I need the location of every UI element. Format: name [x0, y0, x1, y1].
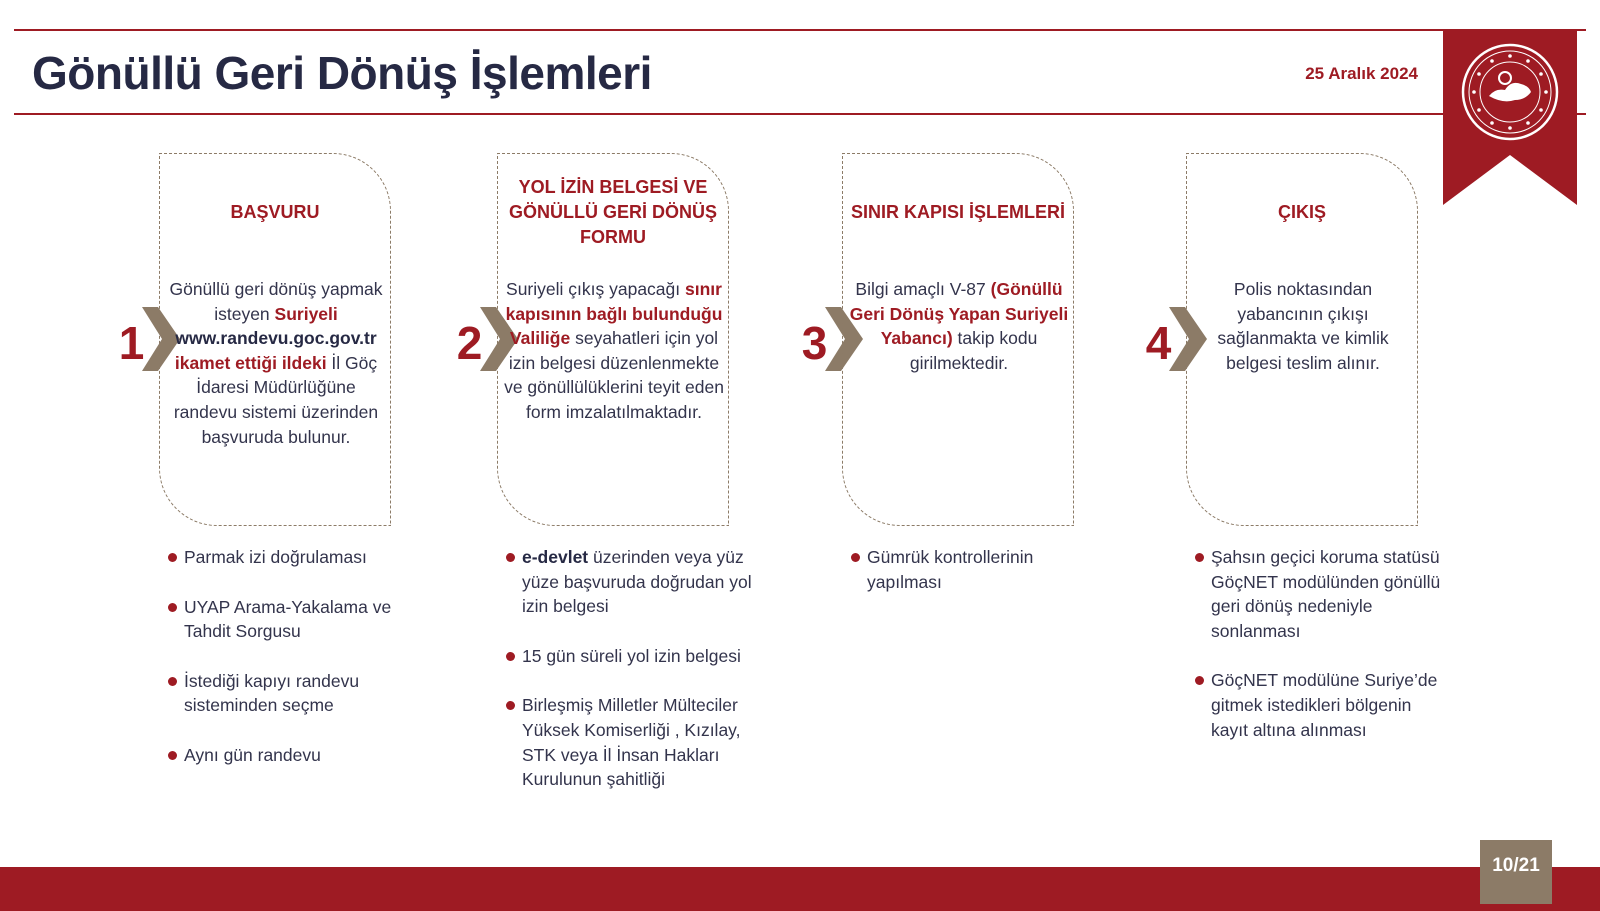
- list-item: [500, 644, 760, 669]
- step-bullet-list: [845, 545, 1105, 619]
- slide-date: 25 Aralık 2024: [1305, 64, 1418, 83]
- list-item: [1189, 668, 1449, 742]
- step-description: [166, 277, 386, 449]
- bullet-text: Şahsın geçici koruma statüsü GöçNET modülünden gönüllü geri dönüş nedeniyle sonlanması: [1211, 547, 1441, 641]
- step-description: [1193, 277, 1413, 375]
- list-item: [500, 545, 760, 619]
- process-step: [442, 150, 752, 850]
- page-number: 10/21: [1480, 840, 1552, 904]
- text-run: takip kodu girilmektedir.: [909, 328, 1038, 373]
- step-number: 2: [456, 317, 483, 369]
- bullet-text: Birleşmiş Milletler Mülteciler Yüksek Komiserliği , Kızılay, STK veya İl İnsan Hakları Kurulunun şahitliği: [522, 695, 741, 790]
- text-run: www.randevu.goc.gov.tr: [175, 328, 377, 349]
- step-bullet-list: [500, 545, 760, 817]
- text-run: ikamet ettiği ildeki: [174, 352, 327, 373]
- text-run: Suriyeli: [274, 303, 338, 324]
- bullet-text: UYAP Arama-Yakalama ve Tahdit Sorgusu: [184, 596, 392, 642]
- list-item: [162, 669, 422, 718]
- text-run: (Gönüllü Geri Dönüş Yapan Suriyeli Yabancı): [849, 279, 1069, 349]
- header-bottom-rule: [14, 113, 1586, 115]
- step-title: SINIR KAPISI İŞLEMLERİ: [850, 202, 1066, 222]
- list-item: [162, 545, 422, 570]
- step-number: 3: [801, 317, 828, 369]
- list-item: [500, 693, 760, 791]
- text-run: seyahatleri için yol izin belgesi düzenlenmekte ve gönüllülüklerini teyit eden form imzalatılmaktadır.: [504, 328, 724, 422]
- text-run: İl Göç İdaresi Müdürlüğüne randevu sistemi üzerinden başvuruda bulunur.: [173, 352, 379, 447]
- list-item: [845, 545, 1105, 594]
- bullet-text: üzerinden veya yüz yüze başvuruda doğrudan yol izin belgesi: [522, 547, 752, 617]
- step-number: 4: [1145, 317, 1172, 369]
- text-run: Polis noktasından yabancının çıkışı sağlanmakta ve kimlik belgesi teslim alınır.: [1217, 279, 1389, 373]
- logo-ribbon: [1443, 30, 1577, 205]
- process-step: [1131, 150, 1441, 850]
- footer-bar: [0, 867, 1600, 911]
- step-title: BAŞVURU: [230, 202, 320, 222]
- step-description: [504, 277, 724, 425]
- bullet-text: e-devlet: [522, 547, 589, 567]
- header-top-rule: [14, 29, 1586, 31]
- list-item: [1189, 545, 1449, 643]
- bullet-text: 15 gün süreli yol izin belgesi: [522, 645, 741, 666]
- text-run: Gönüllü geri dönüş yapmak isteyen: [169, 279, 383, 324]
- list-item: [162, 595, 422, 644]
- text-run: Suriyeli çıkış yapacağı: [506, 279, 685, 299]
- list-item: [162, 743, 422, 768]
- text-run: Bilgi amaçlı V-87: [855, 279, 991, 299]
- process-step: [787, 150, 1087, 850]
- step-description: [849, 277, 1069, 375]
- step-number: 1: [118, 317, 145, 369]
- page-title: Gönüllü Geri Dönüş İşlemleri: [32, 47, 652, 99]
- process-step: [104, 150, 404, 850]
- bullet-text: Gümrük kontrollerinin yapılması: [867, 547, 1034, 592]
- step-title: ÇIKIŞ: [1277, 202, 1326, 222]
- bullet-text: Parmak izi doğrulaması: [184, 547, 367, 567]
- text-run: sınır kapısının bağlı bulunduğu Valiliğe: [505, 279, 723, 349]
- bullet-text: İstediği kapıyı randevu sisteminden seçme: [184, 670, 360, 716]
- step-bullet-list: [162, 545, 422, 793]
- step-bullet-list: [1189, 545, 1449, 767]
- bullet-text: Aynı gün randevu: [184, 744, 321, 765]
- bullet-text: GöçNET modülüne Suriye’de gitmek istedikleri bölgenin kayıt altına alınması: [1211, 670, 1438, 740]
- step-title: YOL İZİN BELGESİ VE GÖNÜLLÜ GERİ DÖNÜŞ FORMU: [508, 177, 717, 247]
